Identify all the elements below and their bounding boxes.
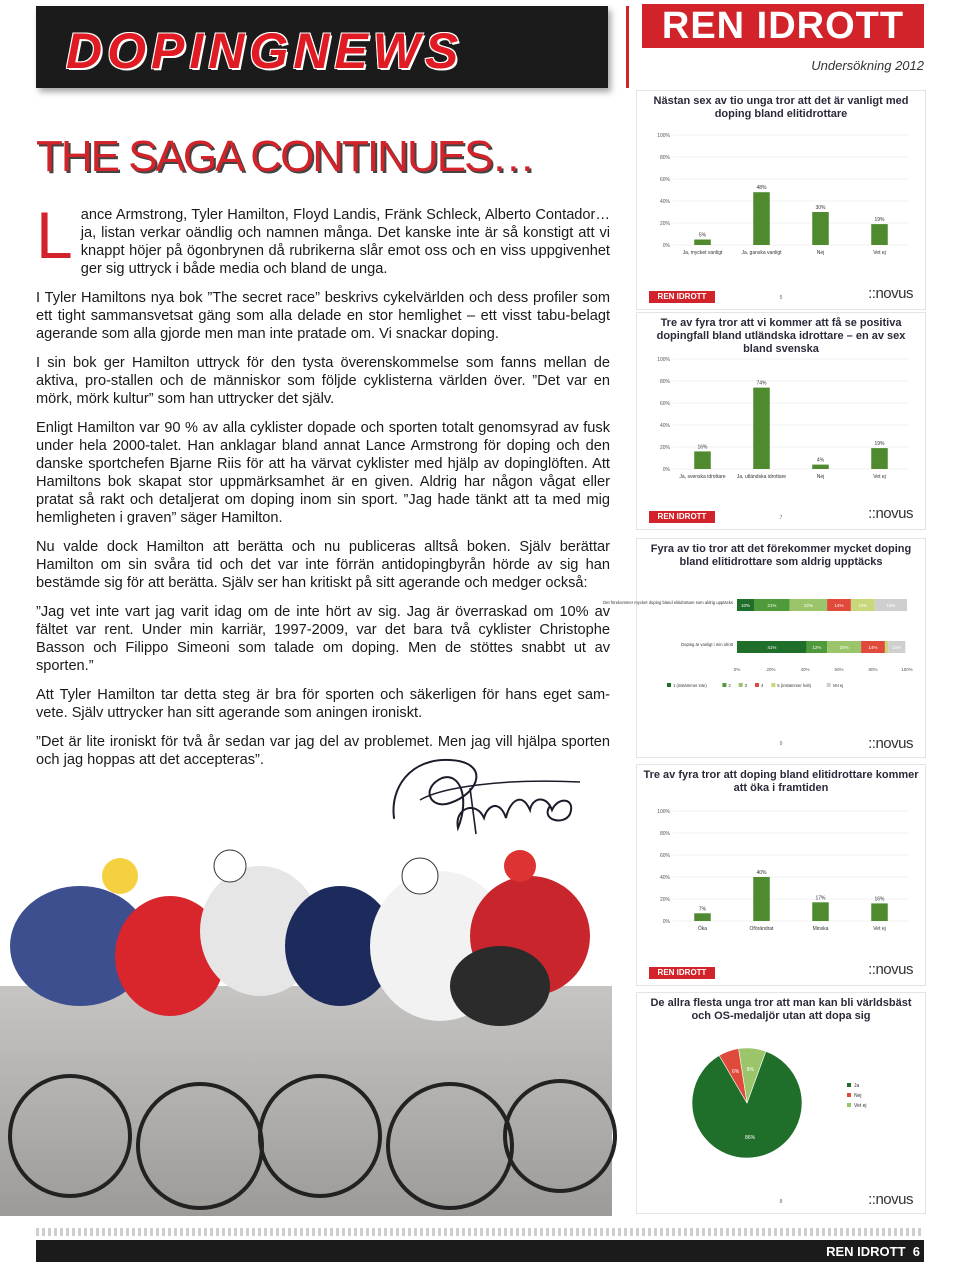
- legend-swatch: [667, 683, 671, 687]
- data-label: 19%: [874, 441, 885, 448]
- pie-chart-5: [647, 1033, 917, 1183]
- bar: [871, 903, 888, 921]
- legend-swatch: [739, 683, 743, 687]
- data-label: 22%: [803, 603, 813, 608]
- hamilton-signature: [380, 748, 590, 838]
- legend-swatch: [755, 683, 759, 687]
- data-label: 19%: [886, 603, 896, 608]
- data-label: 10%: [892, 645, 902, 650]
- footer-stripes: [36, 1228, 924, 1236]
- bar: [871, 224, 888, 245]
- x-tick-label: Vet ej: [873, 926, 886, 932]
- legend-swatch: [827, 683, 831, 687]
- survey-chart-2: [636, 312, 926, 530]
- cyclists-photo: [0, 836, 612, 1216]
- novus-logo: ::novus: [868, 961, 913, 978]
- panel-page: 8: [779, 1199, 783, 1205]
- footer-brand: REN IDROTT: [826, 1244, 906, 1259]
- data-label: 8%: [746, 1067, 754, 1074]
- x-tick-label: Nej: [816, 474, 825, 480]
- y-tick-label: 0%: [662, 243, 670, 249]
- data-label: 21%: [767, 603, 777, 608]
- bar: [753, 192, 770, 245]
- article-paragraph: Att Tyler Hamilton tar detta steg är bra för sporten och säkerligen för hans eget sam-vete. Själv uttrycker han sitt agerande som aningen ironiskt.: [36, 687, 610, 721]
- survey-chart-4: [636, 764, 926, 986]
- bar: [812, 212, 829, 245]
- y-tick-label: 100%: [657, 809, 670, 815]
- data-label: 20%: [839, 645, 849, 650]
- article-paragraph: ”Det är lite ironiskt för två år sedan var jag del av problemet. Men jag vill hjälpa sporten och jag hoppas att det accepteras”.: [36, 734, 610, 768]
- y-tick-label: 0%: [662, 467, 670, 473]
- legend-swatch: [847, 1093, 851, 1097]
- bar: [694, 913, 711, 921]
- header-divider: [626, 6, 629, 88]
- y-tick-label: 100%: [657, 357, 670, 363]
- x-tick-label: Minska: [812, 926, 829, 932]
- bar: [812, 902, 829, 921]
- footer-page-number: 6: [912, 1244, 920, 1259]
- category-label: Doping är vanligt i min idrott: [681, 642, 733, 647]
- banner-title: DOPINGNEWS: [66, 23, 464, 79]
- data-label: 40%: [756, 870, 767, 876]
- article-paragraph: Lance Armstrong, Tyler Hamilton, Floyd Landis, Fränk Schleck, Alberto Contador… ja, listan verkar oändlig och namnen många. Det kanske inte är så konstigt att vi knappt höjer på ögonbrynen då rubrikerna slår emot oss och en viss uppgivenhet ger sig uttryck i både media och bland de unga.: [36, 198, 610, 277]
- y-tick-label: 20%: [659, 445, 670, 451]
- legend-label: 3: [744, 683, 748, 688]
- bar: [753, 388, 770, 469]
- y-tick-label: 80%: [659, 379, 670, 385]
- y-tick-label: 100%: [657, 133, 670, 139]
- x-tick-label: Vet ej: [873, 250, 886, 256]
- x-tick-label: 0%: [733, 667, 741, 672]
- y-tick-label: 60%: [659, 401, 670, 407]
- category-label: Det förekommer mycket doping bland elitidrottare som aldrig upptäcks: [603, 600, 733, 605]
- chart-title: Tre av fyra tror att doping bland elitidrottare kommer att öka i framtiden: [643, 769, 919, 794]
- bar-chart-4: [647, 805, 917, 955]
- x-tick-label: Nej: [816, 250, 825, 256]
- data-label: 7%: [698, 906, 707, 913]
- data-label: 86%: [745, 1134, 756, 1141]
- legend-label: 2: [728, 683, 731, 688]
- legend-label: 4: [761, 683, 764, 688]
- y-tick-label: 0%: [662, 919, 670, 925]
- data-label: 5%: [698, 232, 707, 239]
- stack-segment: [885, 641, 888, 653]
- article-paragraph: Enligt Hamilton var 90 % av alla cyklister dopade och sporten totalt genomsyrad av fusk under hela 2000-talet. Han anklagar bland annat Lance Armstrong för doping och den danske sportchefen Bjarne Riis för att ha värvat cyklister med hjälp av dopinglöften. Att Hamiltons bok skapat stor uppmärksamhet är en given. Aldrig har någon vågat eller pratat så rakt och detaljerat om doping inom sin sport. ”Jag hade tänkt att ta med mig hemligheten i graven” säger Hamilton.: [36, 420, 610, 526]
- data-label: 30%: [815, 205, 826, 211]
- y-tick-label: 80%: [659, 155, 670, 161]
- panel-brand: REN IDROTT: [649, 291, 715, 303]
- chart-title: Nästan sex av tio unga tror att det är vanligt med doping bland elitidrottare: [653, 95, 909, 120]
- legend-label: 1 (instämmer inte): [673, 683, 707, 688]
- data-label: 41%: [767, 645, 777, 650]
- bar-chart-1: [647, 129, 917, 279]
- footer-bar: [36, 1240, 924, 1262]
- stacked-bar-chart-3: [603, 579, 917, 729]
- legend-label: Vet ej: [854, 1103, 867, 1109]
- legend-swatch: [847, 1083, 851, 1087]
- article-paragraph: ”Jag vet inte vart jag varit idag om de inte hört av sig. Jag är överraskad om 10% av fältet var rent. Under min karriär, 1997-2009, var det bara två cyklister Christophe Basson och Filippo Simeoni som talade om doping. Men de stöttes snabbt ut av sporten.”: [36, 604, 610, 674]
- legend-swatch: [847, 1103, 851, 1107]
- x-tick-label: 20%: [766, 667, 776, 672]
- y-tick-label: 40%: [659, 875, 670, 881]
- header-banner: [36, 6, 608, 88]
- y-tick-label: 20%: [659, 221, 670, 227]
- legend-label: Nej: [854, 1093, 862, 1099]
- y-tick-label: 60%: [659, 853, 670, 859]
- panel-brand: REN IDROTT: [649, 511, 715, 523]
- article-headline: THE SAGA CONTINUES…: [36, 132, 534, 181]
- data-label: 14%: [858, 603, 868, 608]
- survey-chart-5: [636, 992, 926, 1214]
- bar-chart-2: [647, 353, 917, 503]
- x-tick-label: 40%: [800, 667, 810, 672]
- x-tick-label: Vet ej: [873, 474, 886, 480]
- bar: [694, 240, 711, 246]
- x-tick-label: 100%: [901, 667, 913, 672]
- chart-title: Tre av fyra tror att vi kommer att få se positiva dopingfall bland utländska idrottare – en av sex bland svenska: [656, 317, 906, 355]
- panel-brand: REN IDROTT: [649, 967, 715, 979]
- article-paragraph: I sin bok ger Hamilton uttryck för den tysta överenskommelse som fanns mellan de aktiva, pro-stallen och de människor som följde cyklisterna världen över. ”Det var en mörk, mörk kultur” som han uttrycker det själv.: [36, 355, 610, 407]
- bar: [871, 448, 888, 469]
- bar: [812, 465, 829, 469]
- y-tick-label: 40%: [659, 199, 670, 205]
- data-label: 4%: [816, 457, 825, 464]
- legend-label: Vet ej: [832, 683, 844, 688]
- x-tick-label: Ja, mycket vanligt: [682, 250, 723, 256]
- data-label: 74%: [756, 380, 767, 387]
- panel-page: 5: [779, 295, 783, 301]
- x-tick-label: Ja, svenska idrottare: [679, 474, 726, 480]
- legend-swatch: [771, 683, 775, 687]
- novus-logo: ::novus: [868, 735, 913, 752]
- x-tick-label: 80%: [868, 667, 878, 672]
- bar: [694, 451, 711, 469]
- brand-box: [642, 4, 924, 48]
- y-tick-label: 20%: [659, 897, 670, 903]
- panel-page: 9: [779, 741, 783, 747]
- chart-title: Fyra av tio tror att det förekommer mycket doping bland elitidrottare som aldrig upptäcks: [650, 543, 912, 568]
- y-tick-label: 80%: [659, 831, 670, 837]
- data-label: 14%: [868, 645, 878, 650]
- survey-chart-3: [603, 538, 926, 758]
- footer-page-label: [826, 1244, 920, 1259]
- data-label: 10%: [740, 603, 751, 608]
- x-tick-label: 60%: [834, 667, 844, 672]
- chart-title: De allra flesta unga tror att man kan bli världsbäst och OS-medaljör utan att dopa sig: [650, 997, 912, 1022]
- legend-swatch: [722, 683, 726, 687]
- data-label: 17%: [815, 895, 826, 902]
- x-tick-label: Öka: [697, 926, 708, 932]
- data-label: 19%: [874, 217, 885, 224]
- panel-page: 7: [779, 515, 783, 521]
- legend-label: 5 (instämmer helt): [777, 683, 812, 688]
- data-label: 12%: [812, 645, 822, 650]
- novus-logo: ::novus: [868, 1191, 913, 1208]
- y-tick-label: 40%: [659, 423, 670, 429]
- survey-label: Undersökning 2012: [811, 58, 924, 73]
- brand-title: REN IDROTT: [661, 5, 905, 47]
- drop-cap: L: [36, 198, 73, 272]
- article-paragraph: I Tyler Hamiltons nya bok ”The secret race” beskrivs cykelvärlden och dess profiler som ett tight sammansvetsat gäng som alla delade en stor hemlighet – ett visst tabu-belagt agerande som alla gjorde men man inte pratade om. Vi snackar doping.: [36, 290, 610, 342]
- x-tick-label: Oförändrat: [749, 926, 774, 932]
- bar: [753, 877, 770, 921]
- data-label: 48%: [756, 185, 767, 192]
- data-label: 16%: [874, 896, 885, 903]
- x-tick-label: Ja, utländska idrottare: [736, 474, 787, 480]
- y-tick-label: 60%: [659, 177, 670, 183]
- data-label: 14%: [834, 603, 844, 608]
- survey-chart-1: [636, 90, 926, 310]
- article-paragraph: Nu valde dock Hamilton att berätta och nu publiceras alltså boken. Själv berättar Hamilton om sin svåra tid och det var inte förrän antidopingbyrån hörde av sig han bestämde sig för att berätta. Själv ser han kritiskt på sitt agerande och medger också:: [36, 539, 610, 591]
- novus-logo: ::novus: [868, 505, 913, 522]
- x-tick-label: Ja, ganska vanligt: [741, 250, 782, 256]
- article-body: [36, 198, 610, 780]
- legend-label: Ja: [854, 1083, 860, 1089]
- novus-logo: ::novus: [868, 285, 913, 302]
- data-label: 16%: [697, 444, 708, 451]
- data-label: 6%: [731, 1068, 740, 1075]
